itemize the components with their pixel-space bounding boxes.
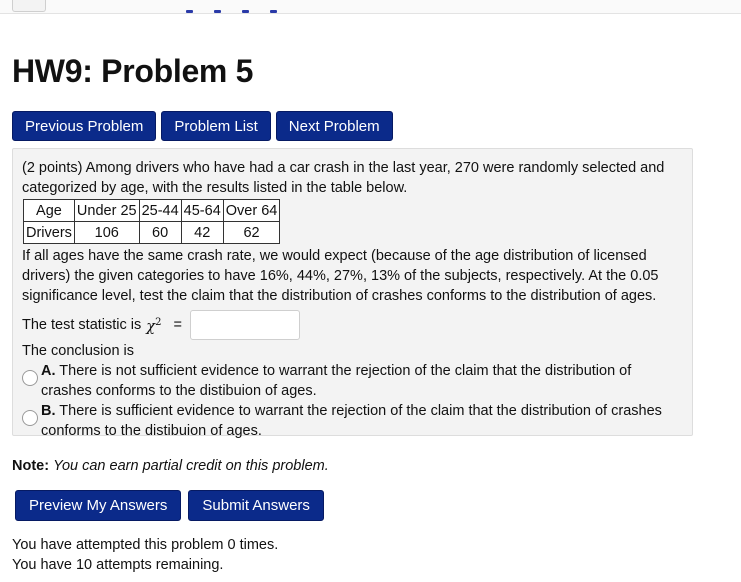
attempts-made: You have attempted this problem 0 times. — [12, 537, 279, 553]
attempts-remaining: You have 10 attempts remaining. — [12, 557, 224, 573]
top-link-stub — [214, 10, 221, 13]
choice-a-body: There is not sufficient evidence to warrant the rejection of the claim that the distribution of crashes conforms to the distibuion of ages. — [41, 363, 632, 399]
choice-b-body: There is sufficient evidence to warrant the rejection of the claim that the distribution of crashes conforms to the distibuion of ages. — [41, 403, 662, 439]
top-link-stub — [270, 10, 277, 13]
top-link-stub — [242, 10, 249, 13]
table-row-label: Drivers — [24, 222, 75, 244]
problem-body: If all ages have the same crash rate, we would expect (because of the age distribution of licensed drivers) the given categories to have 16%, 44%, 27%, 13% of the subjects, respectively. At the 0.05 significance level, test the claim that the distribution of crashes conforms to the distribution of ages. — [22, 248, 659, 304]
table-cell: 62 — [223, 222, 280, 244]
top-link-stub — [186, 10, 193, 13]
choice-b[interactable] — [22, 401, 692, 441]
crash-age-table — [23, 199, 280, 244]
problem-panel — [12, 148, 693, 439]
choice-a-text — [41, 361, 671, 401]
choice-a-letter: A. — [41, 363, 56, 379]
choice-b-text — [41, 401, 671, 441]
next-problem-button[interactable]: Next Problem — [276, 111, 393, 141]
table-cell: 106 — [74, 222, 139, 244]
note-text: You can earn partial credit on this problem. — [53, 458, 329, 474]
equals-sign: = — [173, 317, 182, 333]
top-tab-stub — [12, 0, 46, 12]
chi-square-symbol — [146, 313, 161, 337]
top-link-stubs — [186, 0, 298, 4]
table-header-cell: Over 64 — [223, 200, 280, 222]
table-cell: 42 — [181, 222, 223, 244]
problem-list-button[interactable]: Problem List — [161, 111, 270, 141]
test-statistic-input[interactable] — [190, 310, 300, 340]
choice-a[interactable] — [22, 361, 692, 401]
note-label: Note: — [12, 458, 50, 474]
problem-intro: (2 points) Among drivers who have had a car crash in the last year, 270 were randomly selected and categorized by age, with the results listed in the table below. — [22, 160, 665, 196]
problem-nav — [12, 111, 393, 141]
partial-credit-note — [12, 458, 329, 474]
table-header-cell: Under 25 — [74, 200, 139, 222]
table-header-row — [24, 200, 280, 222]
choice-b-letter: B. — [41, 403, 56, 419]
chi-symbol: χ — [146, 318, 156, 335]
previous-problem-button[interactable]: Previous Problem — [12, 111, 156, 141]
browser-top-strip — [0, 0, 741, 14]
choice-b-radio[interactable] — [22, 410, 38, 426]
preview-answers-button[interactable]: Preview My Answers — [15, 490, 181, 521]
table-row — [24, 222, 280, 244]
conclusion-label: The conclusion is — [22, 343, 135, 359]
chi-exponent: 2 — [155, 317, 162, 329]
attempts-info — [12, 535, 278, 575]
submit-row — [15, 490, 324, 521]
table-header-cell: 25-44 — [139, 200, 181, 222]
table-header-cell: Age — [24, 200, 75, 222]
page-title: HW9: Problem 5 — [12, 53, 254, 89]
choice-a-radio[interactable] — [22, 370, 38, 386]
submit-answers-button[interactable]: Submit Answers — [188, 490, 324, 521]
test-statistic-line — [22, 309, 692, 341]
table-header-cell: 45-64 — [181, 200, 223, 222]
test-statistic-prefix: The test statistic is — [22, 317, 142, 333]
table-cell: 60 — [139, 222, 181, 244]
